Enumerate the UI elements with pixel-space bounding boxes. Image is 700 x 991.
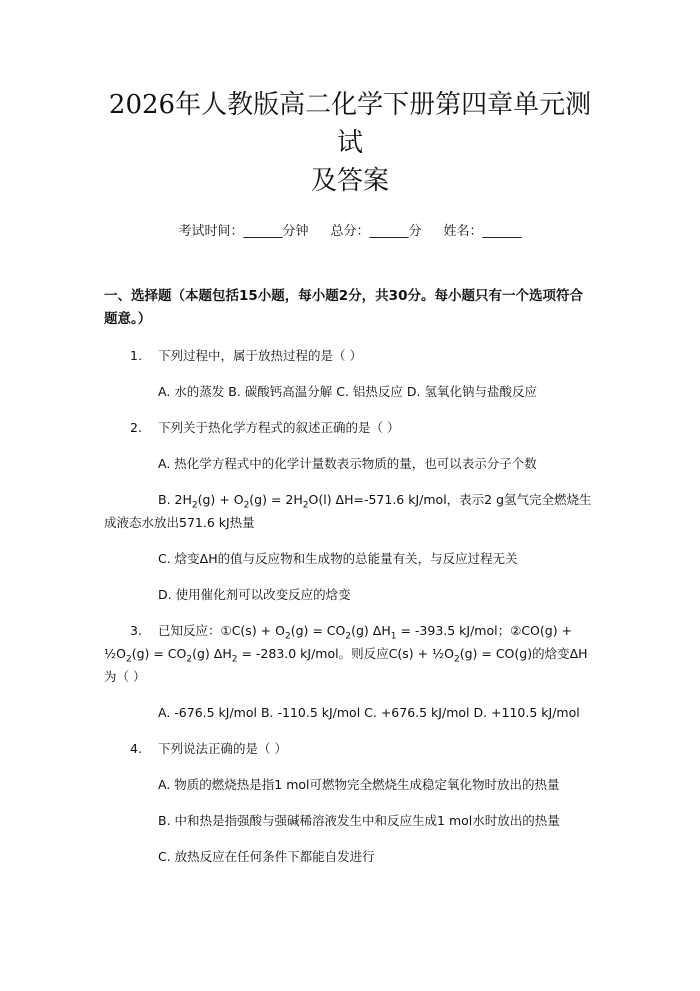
text-fragment: = -393.5 kJ/mol；②CO(g) + ½O <box>104 623 573 661</box>
subscript: 2 <box>284 631 291 642</box>
subscript: 2 <box>186 654 193 665</box>
question-2-option-c: C. 焓变ΔH的值与反应物和生成物的总能量有关，与反应过程无关 <box>158 551 518 566</box>
subscript: 2 <box>243 500 250 511</box>
text-fragment: 已知反应：①C(s) + O <box>158 623 285 638</box>
text-fragment: (g) ΔH <box>192 646 232 661</box>
text-fragment: (g) = 2H <box>249 492 303 507</box>
question-4-option-a: A. 物质的燃烧热是指1 mol可燃物完全燃烧生成稳定氧化物时放出的热量 <box>158 777 560 792</box>
subscript: 2 <box>125 654 132 665</box>
subscript: 2 <box>345 631 352 642</box>
text-fragment: = -283.0 kJ/mol。则反应C(s) + ½O <box>237 646 454 661</box>
text-fragment: (g) + O <box>197 492 244 507</box>
document-page <box>0 86 700 991</box>
question-3 <box>104 619 596 688</box>
question-number: 4. <box>130 741 142 756</box>
question-2-option-a: A. 热化学方程式中的化学计量数表示物质的量，也可以表示分子个数 <box>158 456 537 471</box>
question-text: 下列说法正确的是（ ） <box>158 741 287 756</box>
question-2-option-b <box>104 488 596 534</box>
question-1 <box>104 344 596 367</box>
question-text: 下列关于热化学方程式的叙述正确的是（ ） <box>158 420 400 435</box>
question-number: 2. <box>130 420 142 435</box>
document-title <box>104 86 596 200</box>
subscript: 2 <box>231 654 238 665</box>
question-text: 下列过程中，属于放热过程的是（ ） <box>158 348 362 363</box>
question-4-option-b: B. 中和热是指强酸与强碱稀溶液发生中和反应生成1 mol水时放出的热量 <box>158 813 560 828</box>
question-4-option-c: C. 放热反应在任何条件下都能自发进行 <box>158 849 375 864</box>
question-1-options: A. 水的蒸发 B. 碳酸钙高温分解 C. 铝热反应 D. 氢氧化钠与盐酸反应 <box>158 384 537 399</box>
text-fragment: (g) = CO <box>290 623 346 638</box>
title-line-1: 2026年人教版高二化学下册第四章单元测试 <box>108 90 592 158</box>
name-label: 姓名：______ <box>443 224 522 239</box>
section-heading: 一、选择题（本题包括15小题，每小题2分，共30分。每小题只有一个选项符合题意。） <box>104 288 583 327</box>
title-line-2: 及答案 <box>310 166 389 196</box>
question-number: 3. <box>130 623 142 638</box>
text-fragment: B. 2H <box>158 492 192 507</box>
subscript: 1 <box>390 631 397 642</box>
question-number: 1. <box>130 348 142 363</box>
subscript: 2 <box>302 500 309 511</box>
total-score-label: 总分：______分 <box>330 224 422 239</box>
text-fragment: (g) = CO(g)的焓变ΔH为（ ） <box>104 646 588 684</box>
question-3-options: A. -676.5 kJ/mol B. -110.5 kJ/mol C. +676.5 kJ/mol D. +110.5 kJ/mol <box>158 705 580 720</box>
text-fragment: O(l) ΔH=-571.6 kJ/mol，表示2 g氢气完全燃烧生成液态水放出571.6 kJ热量 <box>104 492 592 530</box>
question-2-option-d: D. 使用催化剂可以改变反应的焓变 <box>158 587 351 602</box>
text-fragment: (g) = CO <box>131 646 187 661</box>
exam-time-label: 考试时间：______分钟 <box>178 224 309 239</box>
subscript: 2 <box>453 654 460 665</box>
question-2 <box>104 416 596 439</box>
subscript: 2 <box>191 500 198 511</box>
text-fragment: (g) ΔH <box>351 623 391 638</box>
question-4 <box>104 737 596 760</box>
exam-info <box>104 222 596 242</box>
